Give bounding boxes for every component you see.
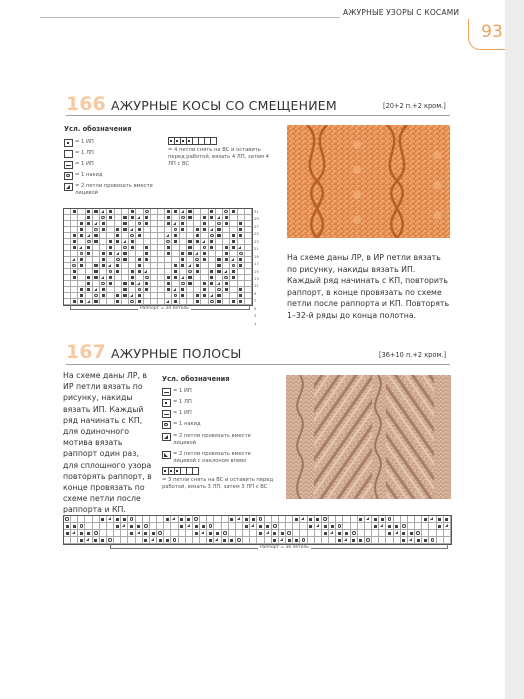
- chart-cell: [265, 530, 272, 537]
- chart-cell: [257, 537, 264, 544]
- chart-cell: [114, 537, 121, 544]
- chart-cell: [286, 537, 293, 544]
- running-title: АЖУРНЫЕ УЗОРЫ С КОСАМИ: [343, 8, 460, 17]
- cable-icon: [162, 467, 199, 475]
- page-number: 93: [468, 19, 515, 50]
- chart-cell: [150, 523, 157, 530]
- chart-cell: [372, 537, 379, 544]
- chart-cell: [157, 516, 164, 523]
- chart-cell: [286, 516, 293, 523]
- chart-cell: [78, 523, 85, 530]
- chart-cell: [444, 537, 451, 544]
- chart-cell: [358, 537, 365, 544]
- chart-cell: [379, 530, 386, 537]
- chart-cell: [429, 530, 436, 537]
- chart-cell: [200, 523, 207, 530]
- chart-cell: [214, 523, 221, 530]
- chart-cell: [329, 523, 336, 530]
- chart-cell: [293, 516, 300, 523]
- chart-cell: [243, 516, 250, 523]
- chart-cell: [308, 516, 315, 523]
- chart-cell: [279, 523, 286, 530]
- chart-cell: [429, 537, 436, 544]
- chart-cell: [136, 516, 143, 523]
- chart-cell: [394, 537, 401, 544]
- chart-cell: [422, 530, 429, 537]
- chart-cell: [429, 516, 436, 523]
- chart-cell: [193, 516, 200, 523]
- chart-cell: [444, 516, 451, 523]
- chart-cell: [243, 523, 250, 530]
- chart-cell: [329, 537, 336, 544]
- chart-cell: [351, 537, 358, 544]
- chart-cell: [64, 530, 71, 537]
- knitting-chart: [63, 208, 253, 306]
- section-title: АЖУРНЫЕ КОСЫ СО СМЕЩЕНИЕМ: [111, 98, 337, 113]
- chart-cell: [171, 530, 178, 537]
- chart-cell: [164, 530, 171, 537]
- chart-cell: [444, 530, 451, 537]
- chart-cell: [179, 537, 186, 544]
- chart-cell: [293, 530, 300, 537]
- chart-cell: [343, 516, 350, 523]
- chart-cell: [351, 523, 358, 530]
- legend-item: = 1 ИП: [162, 388, 192, 396]
- chart-cell: [422, 516, 429, 523]
- chart-cell: [265, 523, 272, 530]
- chart-cell: [214, 516, 221, 523]
- chart-cell: [315, 516, 322, 523]
- chart-cell: [250, 537, 257, 544]
- chart-cell: [272, 530, 279, 537]
- chart-cell: [437, 516, 444, 523]
- chart-cell: [415, 530, 422, 537]
- knitted-swatch-photo: [286, 375, 451, 499]
- chart-cell: [171, 537, 178, 544]
- chart-cell: [315, 537, 322, 544]
- chart-cell: [437, 537, 444, 544]
- section-rule: [66, 364, 450, 365]
- chart-cell: [329, 516, 336, 523]
- chart-cell: [386, 516, 393, 523]
- chart-cell: [164, 523, 171, 530]
- chart-cell: [179, 516, 186, 523]
- legend-heading: Усл. обозначения: [64, 125, 132, 133]
- chart-cell: [136, 523, 143, 530]
- chart-cell: [386, 530, 393, 537]
- section-description: На схеме даны ЛР, в ИР петли вязать по рисунку, накиды вязать ИП. Каждый ряд начинать с КП, для одиночного мотива вязать раппорт один раз, для сплошного узора повторять раппорт, в конце провязать по схеме петли после раппорта и КП.: [63, 371, 152, 515]
- chart-cell: [365, 516, 372, 523]
- chart-cell: [358, 523, 365, 530]
- chart-cell: [272, 516, 279, 523]
- chart-cell: [229, 537, 236, 544]
- chart-cell: [308, 530, 315, 537]
- chart-cell: [300, 516, 307, 523]
- chart-cell: [386, 537, 393, 544]
- chart-cell: [408, 537, 415, 544]
- legend-item: = 1 ИП: [64, 161, 94, 169]
- chart-cell: [415, 523, 422, 530]
- legend-item: = 2 петли провязать вместе лицевой с наклоном влево: [162, 451, 272, 465]
- chart-cell: [365, 537, 372, 544]
- chart-cell: [401, 523, 408, 530]
- chart-cell: [322, 523, 329, 530]
- chart-cell: [85, 530, 92, 537]
- chart-cell: [143, 530, 150, 537]
- knitted-swatch-photo: [287, 125, 450, 238]
- chart-cell: [121, 516, 128, 523]
- chart-cell: [78, 530, 85, 537]
- chart-cell: [164, 516, 171, 523]
- chart-cell: [222, 530, 229, 537]
- chart-cell: [186, 537, 193, 544]
- chart-cell: [128, 516, 135, 523]
- chart-cell: [322, 516, 329, 523]
- chart-cell: [279, 516, 286, 523]
- chart-cell: [193, 523, 200, 530]
- chart-cell: [236, 537, 243, 544]
- chart-cell: [329, 530, 336, 537]
- chart-cell: [394, 530, 401, 537]
- section-formula: [36+10 п.+2 кром.]: [379, 351, 447, 359]
- chart-cell: [71, 537, 78, 544]
- chart-cell: [121, 537, 128, 544]
- chart-cell: [100, 516, 107, 523]
- chart-cell: [100, 537, 107, 544]
- chart-cell: [193, 530, 200, 537]
- chart-cell: [128, 523, 135, 530]
- knit-stitch-icon: [64, 139, 73, 147]
- chart-cell: [308, 523, 315, 530]
- chart-cell: [64, 516, 71, 523]
- chart-cell: [100, 530, 107, 537]
- legend-item: = 1 ИП: [64, 139, 94, 147]
- chart-cell: [114, 516, 121, 523]
- page-edge: [505, 0, 524, 699]
- chart-cell: [78, 516, 85, 523]
- chart-cell: [236, 523, 243, 530]
- chart-cell: [257, 523, 264, 530]
- chart-cell: [179, 530, 186, 537]
- chart-cell: [308, 537, 315, 544]
- chart-cell: [250, 523, 257, 530]
- chart-cell: [272, 523, 279, 530]
- k2tog-icon: [162, 433, 171, 441]
- chart-cell: [93, 530, 100, 537]
- chart-cell: [243, 530, 250, 537]
- chart-cell: [200, 537, 207, 544]
- chart-cell: [214, 537, 221, 544]
- chart-cell: [408, 516, 415, 523]
- chart-cell: [372, 516, 379, 523]
- chart-cell: [71, 523, 78, 530]
- section-formula: [20+2 п.+2 кром.]: [383, 102, 446, 110]
- chart-cell: [207, 516, 214, 523]
- chart-cell: [222, 516, 229, 523]
- yarn-over-icon: [64, 172, 73, 180]
- chart-cell: [64, 523, 71, 530]
- chart-cell: [408, 523, 415, 530]
- chart-cell: [85, 537, 92, 544]
- cable-icon: [168, 137, 217, 145]
- chart-cell: [107, 516, 114, 523]
- chart-cell: [351, 530, 358, 537]
- chart-cell: [93, 516, 100, 523]
- header-rule: [40, 17, 340, 18]
- chart-cell: [200, 516, 207, 523]
- chart-cell: [422, 537, 429, 544]
- chart-cell: [401, 516, 408, 523]
- chart-cell: [386, 523, 393, 530]
- chart-cell: [272, 537, 279, 544]
- chart-cell: [128, 530, 135, 537]
- chart-cell: [365, 523, 372, 530]
- purl-stitch-icon: [64, 150, 73, 158]
- chart-cell: [136, 537, 143, 544]
- chart-cell: [71, 530, 78, 537]
- chart-cell: [186, 516, 193, 523]
- chart-cell: [286, 530, 293, 537]
- legend-item: = 2 петли провязать вместе лицевой: [64, 183, 164, 197]
- chart-cell: [394, 523, 401, 530]
- legend-item: = 1 ЛП: [64, 150, 94, 158]
- chart-cell: [372, 523, 379, 530]
- legend-item: = 3 петли снять на ВС и оставить перед работой, вязать 3 ЛП, затем 3 ЛП с ВС: [162, 467, 274, 491]
- chart-cell: [358, 516, 365, 523]
- chart-cell: [401, 537, 408, 544]
- chart-cell: [107, 537, 114, 544]
- chart-cell: [343, 530, 350, 537]
- chart-cell: [257, 516, 264, 523]
- chart-cell: [415, 537, 422, 544]
- chart-cell: [114, 523, 121, 530]
- chart-cell: [250, 516, 257, 523]
- chart-cell: [351, 516, 358, 523]
- chart-cell: [229, 523, 236, 530]
- chart-cell: [143, 537, 150, 544]
- chart-cell: [121, 523, 128, 530]
- chart-cell: [379, 537, 386, 544]
- chart-cell: [157, 523, 164, 530]
- chart-cell: [179, 523, 186, 530]
- chart-cell: [322, 530, 329, 537]
- chart-cell: [93, 537, 100, 544]
- chart-cell: [171, 523, 178, 530]
- legend-heading: Усл. обозначения: [162, 375, 230, 383]
- chart-cell: [85, 523, 92, 530]
- chart-cell: [300, 537, 307, 544]
- repeat-label: Раппорт = 36 петель: [260, 545, 309, 550]
- chart-cell: [429, 523, 436, 530]
- chart-cell: [358, 530, 365, 537]
- chart-cell: [372, 530, 379, 537]
- chart-cell: [401, 530, 408, 537]
- chart-cell: [343, 537, 350, 544]
- chart-cell: [193, 537, 200, 544]
- chart-cell: [171, 516, 178, 523]
- knit-stitch-icon: [162, 399, 171, 407]
- yarn-over-icon: [162, 421, 171, 429]
- chart-cell: [107, 530, 114, 537]
- chart-cell: [315, 530, 322, 537]
- chart-cell: [444, 523, 451, 530]
- chart-cell: [315, 523, 322, 530]
- dash-stitch-icon: [162, 388, 171, 396]
- knitting-chart: [63, 515, 452, 545]
- chart-cell: [265, 537, 272, 544]
- section-description: На схеме даны ЛР, в ИР петли вязать по рисунку, накиды вязать ИП. Каждый ряд начинать с КП, повторить раппорт, в конце провязать по схеме петли после раппорта и КП. Повторять 1–32-й ряды до конца полотна.: [287, 253, 450, 320]
- legend-item: = 1 накид: [162, 421, 201, 429]
- chart-cell: [143, 523, 150, 530]
- chart-cell: [136, 530, 143, 537]
- chart-cell: [250, 530, 257, 537]
- chart-cell: [286, 523, 293, 530]
- chart-cell: [437, 523, 444, 530]
- legend-item: = 2 петли провязать вместе лицевой: [162, 433, 272, 447]
- dash-stitch-icon: [64, 161, 73, 169]
- chart-cell: [150, 530, 157, 537]
- dash-stitch-icon: [162, 410, 171, 418]
- chart-cell: [293, 537, 300, 544]
- section-number: 167: [66, 341, 106, 363]
- chart-cell: [85, 516, 92, 523]
- chart-cell: [300, 530, 307, 537]
- chart-cell: [336, 523, 343, 530]
- legend-item: = 1 ИП: [162, 410, 192, 418]
- chart-cell: [64, 537, 71, 544]
- chart-cell: [415, 516, 422, 523]
- chart-cell: [207, 523, 214, 530]
- chart-cell: [243, 537, 250, 544]
- section-number: 166: [66, 93, 106, 115]
- k2tog-icon: [64, 183, 73, 191]
- chart-cell: [379, 523, 386, 530]
- row-numbers: 31 29 27 25 23 21 19 17 15 13 11 9 7 5 3 1: [254, 209, 259, 326]
- chart-cell: [365, 530, 372, 537]
- chart-cell: [408, 530, 415, 537]
- chart-cell: [265, 516, 272, 523]
- chart-cell: [437, 530, 444, 537]
- chart-cell: [200, 530, 207, 537]
- chart-cell: [207, 530, 214, 537]
- chart-cell: [157, 537, 164, 544]
- chart-cell: [114, 530, 121, 537]
- chart-cell: [236, 530, 243, 537]
- chart-cell: [343, 523, 350, 530]
- section-title: АЖУРНЫЕ ПОЛОСЫ: [111, 346, 242, 361]
- chart-cell: [78, 537, 85, 544]
- chart-cell: [107, 523, 114, 530]
- ssk-icon: [162, 451, 171, 459]
- chart-cell: [186, 523, 193, 530]
- chart-cell: [293, 523, 300, 530]
- chart-cell: [150, 516, 157, 523]
- chart-cell: [336, 530, 343, 537]
- chart-cell: [279, 537, 286, 544]
- chart-cell: [322, 537, 329, 544]
- chart-cell: [229, 530, 236, 537]
- chart-cell: [71, 516, 78, 523]
- chart-cell: [121, 530, 128, 537]
- chart-cell: [257, 530, 264, 537]
- chart-cell: [379, 516, 386, 523]
- legend-item: = 1 накид: [64, 172, 103, 180]
- chart-cell: [394, 516, 401, 523]
- chart-cell: [222, 523, 229, 530]
- chart-cell: [186, 530, 193, 537]
- chart-cell: [143, 516, 150, 523]
- chart-cell: [336, 516, 343, 523]
- chart-cell: [222, 537, 229, 544]
- chart-cell: [93, 523, 100, 530]
- chart-cell: [214, 530, 221, 537]
- legend-item: = 4 петли снять на ВС и оставить перед работой, вязать 4 ЛП, затем 4 ЛП с ВС: [168, 137, 272, 168]
- chart-cell: [229, 516, 236, 523]
- chart-cell: [128, 537, 135, 544]
- chart-cell: [207, 537, 214, 544]
- legend-item: = 1 ЛП: [162, 399, 192, 407]
- chart-cell: [100, 523, 107, 530]
- section-rule: [66, 115, 450, 116]
- chart-cell: [164, 537, 171, 544]
- chart-cell: [157, 530, 164, 537]
- chart-cell: [236, 516, 243, 523]
- repeat-label: Раппорт = 20 петель: [140, 306, 189, 311]
- chart-cell: [336, 537, 343, 544]
- chart-cell: [422, 523, 429, 530]
- chart-cell: [300, 523, 307, 530]
- chart-cell: [150, 537, 157, 544]
- chart-cell: [279, 530, 286, 537]
